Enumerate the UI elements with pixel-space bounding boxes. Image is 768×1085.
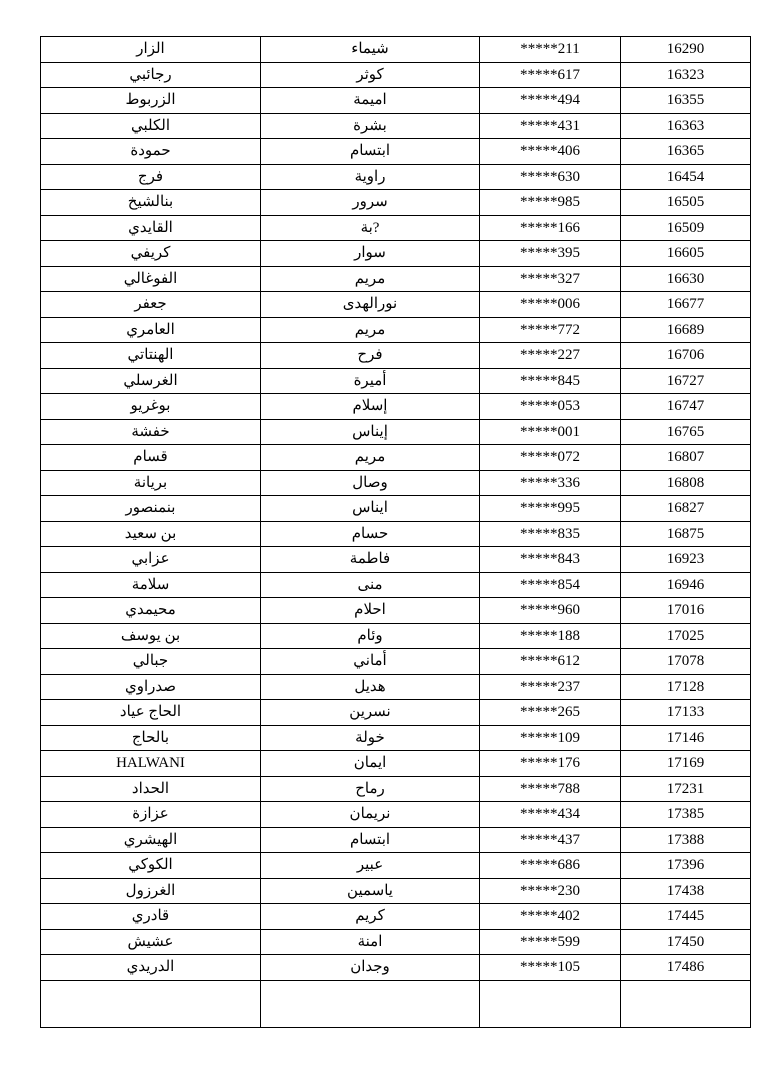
last-name-cell: بن سعيد [41, 521, 261, 547]
registration-number-cell: 17388 [621, 827, 751, 853]
registration-number-cell: 17385 [621, 802, 751, 828]
table-row [41, 62, 751, 88]
id-number-cell: *****006 [480, 292, 621, 318]
registration-number-cell: 16807 [621, 445, 751, 471]
last-name-cell: جعفر [41, 292, 261, 318]
table-row [41, 623, 751, 649]
last-name-cell: عشيش [41, 929, 261, 955]
registration-number-cell: 16706 [621, 343, 751, 369]
first-name-cell: خولة [261, 725, 480, 751]
candidates-table [40, 36, 751, 1028]
first-name-cell: ايمان [261, 751, 480, 777]
id-number-cell: *****166 [480, 215, 621, 241]
table-row [41, 419, 751, 445]
last-name-cell: الزربوط [41, 88, 261, 114]
table-row [41, 802, 751, 828]
registration-number-cell: 17016 [621, 598, 751, 624]
id-number-cell: *****612 [480, 649, 621, 675]
id-number-cell: *****395 [480, 241, 621, 267]
last-name-cell: الهنتاتي [41, 343, 261, 369]
first-name-cell: إسلام [261, 394, 480, 420]
first-name-cell: مريم [261, 317, 480, 343]
registration-number-cell: 16454 [621, 164, 751, 190]
registration-number-cell: 16290 [621, 37, 751, 63]
registration-number-cell: 17486 [621, 955, 751, 981]
registration-number-cell: 17169 [621, 751, 751, 777]
id-number-cell: *****230 [480, 878, 621, 904]
id-number-cell: *****960 [480, 598, 621, 624]
first-name-cell: احلام [261, 598, 480, 624]
table-row [41, 190, 751, 216]
registration-number-cell: 16827 [621, 496, 751, 522]
first-name-cell: فاطمة [261, 547, 480, 573]
id-number-cell: *****437 [480, 827, 621, 853]
id-number-cell: *****109 [480, 725, 621, 751]
empty-cell [480, 980, 621, 1027]
registration-number-cell: 16727 [621, 368, 751, 394]
table-row [41, 751, 751, 777]
last-name-cell: جبالي [41, 649, 261, 675]
first-name-cell: إيناس [261, 419, 480, 445]
registration-number-cell: 17438 [621, 878, 751, 904]
table-row [41, 776, 751, 802]
first-name-cell: حسام [261, 521, 480, 547]
last-name-cell: الحداد [41, 776, 261, 802]
id-number-cell: *****431 [480, 113, 621, 139]
first-name-cell: كوثر [261, 62, 480, 88]
table-row [41, 394, 751, 420]
id-number-cell: *****265 [480, 700, 621, 726]
first-name-cell: هديل [261, 674, 480, 700]
registration-number-cell: 16923 [621, 547, 751, 573]
registration-number-cell: 16808 [621, 470, 751, 496]
last-name-cell: محيمدي [41, 598, 261, 624]
registration-number-cell: 16689 [621, 317, 751, 343]
table-row [41, 241, 751, 267]
registration-number-cell: 17133 [621, 700, 751, 726]
last-name-cell: بنمنصور [41, 496, 261, 522]
empty-cell [621, 980, 751, 1027]
first-name-cell: عبير [261, 853, 480, 879]
id-number-cell: *****843 [480, 547, 621, 573]
first-name-cell: ياسمين [261, 878, 480, 904]
id-number-cell: *****406 [480, 139, 621, 165]
first-name-cell: سوار [261, 241, 480, 267]
table-row [41, 37, 751, 63]
registration-number-cell: 16355 [621, 88, 751, 114]
last-name-cell: الهيشري [41, 827, 261, 853]
table-row [41, 878, 751, 904]
registration-number-cell: 17396 [621, 853, 751, 879]
first-name-cell: وئام [261, 623, 480, 649]
registration-number-cell: 16875 [621, 521, 751, 547]
first-name-cell: أميرة [261, 368, 480, 394]
registration-number-cell: 17231 [621, 776, 751, 802]
id-number-cell: *****686 [480, 853, 621, 879]
registration-number-cell: 16323 [621, 62, 751, 88]
registration-number-cell: 17445 [621, 904, 751, 930]
last-name-cell: الحاج عياد [41, 700, 261, 726]
id-number-cell: *****599 [480, 929, 621, 955]
last-name-cell: قسام [41, 445, 261, 471]
registration-number-cell: 16946 [621, 572, 751, 598]
table-row [41, 955, 751, 981]
id-number-cell: *****237 [480, 674, 621, 700]
table-row [41, 853, 751, 879]
last-name-cell: رجائبي [41, 62, 261, 88]
first-name-cell: مريم [261, 445, 480, 471]
last-name-cell: القايدي [41, 215, 261, 241]
table-row [41, 266, 751, 292]
id-number-cell: *****211 [480, 37, 621, 63]
first-name-cell: رماح [261, 776, 480, 802]
first-name-cell: وصال [261, 470, 480, 496]
first-name-cell: بشرة [261, 113, 480, 139]
first-name-cell: منى [261, 572, 480, 598]
first-name-cell: كريم [261, 904, 480, 930]
first-name-cell: أماني [261, 649, 480, 675]
registration-number-cell: 17025 [621, 623, 751, 649]
table-row [41, 139, 751, 165]
last-name-cell: خفشة [41, 419, 261, 445]
table-row [41, 700, 751, 726]
last-name-cell: عزابي [41, 547, 261, 573]
last-name-cell: الغرزول [41, 878, 261, 904]
first-name-cell: نريمان [261, 802, 480, 828]
table-row-empty [41, 980, 751, 1027]
table-row [41, 343, 751, 369]
table-row [41, 292, 751, 318]
id-number-cell: *****788 [480, 776, 621, 802]
id-number-cell: *****105 [480, 955, 621, 981]
table-row [41, 470, 751, 496]
last-name-cell: الكلبي [41, 113, 261, 139]
last-name-cell: عزازة [41, 802, 261, 828]
first-name-cell: ?بة [261, 215, 480, 241]
last-name-cell: HALWANI [41, 751, 261, 777]
id-number-cell: *****845 [480, 368, 621, 394]
id-number-cell: *****434 [480, 802, 621, 828]
registration-number-cell: 16363 [621, 113, 751, 139]
last-name-cell: قادري [41, 904, 261, 930]
table-row [41, 88, 751, 114]
registration-number-cell: 16365 [621, 139, 751, 165]
table-row [41, 827, 751, 853]
first-name-cell: فرح [261, 343, 480, 369]
id-number-cell: *****772 [480, 317, 621, 343]
first-name-cell: ابتسام [261, 827, 480, 853]
id-number-cell: *****494 [480, 88, 621, 114]
first-name-cell: نورالهدى [261, 292, 480, 318]
table-row [41, 547, 751, 573]
first-name-cell: اميمة [261, 88, 480, 114]
id-number-cell: *****336 [480, 470, 621, 496]
table-row [41, 572, 751, 598]
first-name-cell: ابتسام [261, 139, 480, 165]
last-name-cell: كريفي [41, 241, 261, 267]
id-number-cell: *****617 [480, 62, 621, 88]
last-name-cell: الزار [41, 37, 261, 63]
id-number-cell: *****630 [480, 164, 621, 190]
registration-number-cell: 17078 [621, 649, 751, 675]
table-row [41, 164, 751, 190]
id-number-cell: *****327 [480, 266, 621, 292]
table-row [41, 113, 751, 139]
last-name-cell: الفوغالي [41, 266, 261, 292]
registration-number-cell: 16765 [621, 419, 751, 445]
empty-cell [41, 980, 261, 1027]
first-name-cell: سرور [261, 190, 480, 216]
last-name-cell: سلامة [41, 572, 261, 598]
table-row [41, 317, 751, 343]
id-number-cell: *****001 [480, 419, 621, 445]
first-name-cell: وجدان [261, 955, 480, 981]
last-name-cell: بنالشيخ [41, 190, 261, 216]
table-row [41, 725, 751, 751]
table-row [41, 215, 751, 241]
last-name-cell: بن يوسف [41, 623, 261, 649]
registration-number-cell: 17450 [621, 929, 751, 955]
last-name-cell: حمودة [41, 139, 261, 165]
id-number-cell: *****835 [480, 521, 621, 547]
empty-cell [261, 980, 480, 1027]
table-row [41, 904, 751, 930]
id-number-cell: *****995 [480, 496, 621, 522]
id-number-cell: *****985 [480, 190, 621, 216]
id-number-cell: *****402 [480, 904, 621, 930]
first-name-cell: راوية [261, 164, 480, 190]
table-row [41, 368, 751, 394]
id-number-cell: *****176 [480, 751, 621, 777]
last-name-cell: بالحاج [41, 725, 261, 751]
table-row [41, 674, 751, 700]
first-name-cell: ايناس [261, 496, 480, 522]
last-name-cell: الكوكي [41, 853, 261, 879]
id-number-cell: *****053 [480, 394, 621, 420]
registration-number-cell: 16509 [621, 215, 751, 241]
registration-number-cell: 17128 [621, 674, 751, 700]
id-number-cell: *****854 [480, 572, 621, 598]
id-number-cell: *****188 [480, 623, 621, 649]
id-number-cell: *****227 [480, 343, 621, 369]
first-name-cell: نسرين [261, 700, 480, 726]
id-number-cell: *****072 [480, 445, 621, 471]
candidates-table-body [41, 37, 751, 1028]
table-row [41, 496, 751, 522]
last-name-cell: فرج [41, 164, 261, 190]
first-name-cell: مريم [261, 266, 480, 292]
table-row [41, 929, 751, 955]
last-name-cell: بوغريو [41, 394, 261, 420]
last-name-cell: الدريدي [41, 955, 261, 981]
last-name-cell: صدراوي [41, 674, 261, 700]
last-name-cell: بريانة [41, 470, 261, 496]
last-name-cell: العامري [41, 317, 261, 343]
table-row [41, 598, 751, 624]
registration-number-cell: 17146 [621, 725, 751, 751]
table-row [41, 649, 751, 675]
registration-number-cell: 16605 [621, 241, 751, 267]
first-name-cell: شيماء [261, 37, 480, 63]
table-row [41, 445, 751, 471]
registration-number-cell: 16505 [621, 190, 751, 216]
registration-number-cell: 16677 [621, 292, 751, 318]
last-name-cell: الغرسلي [41, 368, 261, 394]
registration-number-cell: 16747 [621, 394, 751, 420]
registration-number-cell: 16630 [621, 266, 751, 292]
table-row [41, 521, 751, 547]
first-name-cell: امنة [261, 929, 480, 955]
